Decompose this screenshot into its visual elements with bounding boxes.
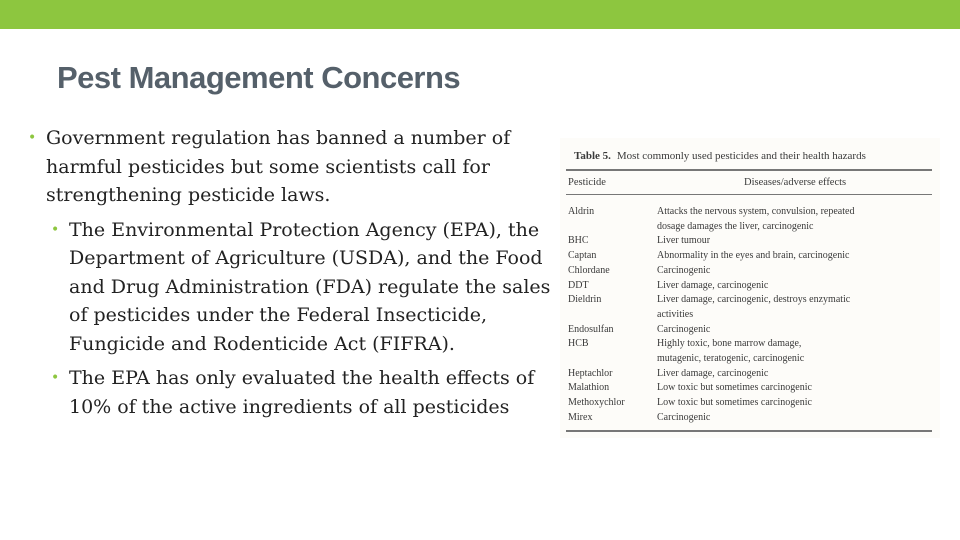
- sub-bullet-item: [28, 364, 568, 421]
- top-accent-bar: [0, 0, 960, 29]
- pesticide-effects: [657, 293, 925, 322]
- bullet-dot-icon: •: [51, 221, 60, 238]
- effect-line: activities: [657, 308, 694, 320]
- pesticide-name: Chlordane: [568, 264, 610, 276]
- effect-line: Carcinogenic: [657, 264, 711, 276]
- pesticide-name: Heptachlor: [568, 367, 613, 379]
- effect-line: dosage damages the liver, carcinogenic: [657, 220, 814, 232]
- bullet-text: The Environmental Protection Agency (EPA), the Department of Agriculture (USDA), and the Food and Drug Administration (FDA) regulate the sales of pesticides under the Federal Insecticide, Fungicide and Rodenticide Act (FIFRA).: [69, 218, 551, 355]
- pesticide-effects: [657, 205, 925, 234]
- slide-title: Pest Management Concerns: [57, 60, 461, 95]
- pesticide-effects: [657, 323, 925, 338]
- pesticide-name: Dieldrin: [568, 294, 602, 306]
- pesticide-effects: [657, 279, 925, 294]
- pesticide-name: BHC: [568, 235, 589, 247]
- pesticide-name: Captan: [568, 250, 597, 262]
- sub-bullet-item: [28, 216, 568, 359]
- pesticide-name: Mirex: [568, 411, 593, 423]
- pesticide-name: Methoxychlor: [568, 397, 625, 409]
- effect-line: Highly toxic, bone marrow damage,: [657, 338, 802, 350]
- effect-line: Carcinogenic: [657, 323, 711, 335]
- table-caption: [574, 150, 866, 162]
- table-label: Table 5.: [574, 150, 611, 162]
- pesticide-effects: [657, 411, 925, 426]
- effect-line: Low toxic but sometimes carcinogenic: [657, 382, 812, 394]
- effect-line: mutagenic, teratogenic, carcinogenic: [657, 353, 805, 364]
- pesticide-effects: [657, 264, 925, 279]
- table-header-rule: [566, 194, 932, 195]
- column-header-effects: Diseases/adverse effects: [744, 177, 847, 188]
- effect-line: Liver damage, carcinogenic: [657, 367, 769, 379]
- bullet-text: Government regulation has banned a number of harmful pesticides but some scientists call for strengthening pesticide laws.: [46, 127, 511, 206]
- pesticide-name: Malathion: [568, 382, 610, 394]
- bullet-item: [28, 124, 568, 210]
- effect-line: Low toxic but sometimes carcinogenic: [657, 397, 812, 409]
- effect-line: Liver damage, carcinogenic: [657, 279, 769, 291]
- table-caption-text: Most commonly used pesticides and their health hazards: [616, 150, 866, 162]
- pesticide-effects: [657, 249, 925, 264]
- bullet-list: [28, 124, 568, 421]
- effect-line: Attacks the nervous system, convulsion, repeated: [657, 206, 855, 217]
- pesticide-name: DDT: [568, 279, 589, 291]
- bullet-text: The EPA has only evaluated the health effects of 10% of the active ingredients of all pesticides: [69, 367, 535, 418]
- column-header-pesticide: Pesticide: [568, 177, 606, 188]
- pesticide-effects: [657, 367, 925, 382]
- pesticide-effects: [657, 381, 925, 396]
- effect-line: Liver damage, carcinogenic, destroys enzymatic: [657, 294, 851, 306]
- pesticide-name: HCB: [568, 338, 589, 350]
- pesticide-name: Endosulfan: [568, 323, 614, 335]
- table-top-rule: [566, 169, 932, 171]
- pesticide-effects: [657, 337, 925, 366]
- pesticide-table-image: [560, 138, 940, 438]
- effect-line: Abnormality in the eyes and brain, carcinogenic: [657, 250, 850, 262]
- effect-line: Liver tumour: [657, 235, 711, 247]
- bullet-dot-icon: •: [28, 130, 37, 146]
- bullet-dot-icon: •: [51, 370, 60, 386]
- pesticide-effects: [657, 234, 925, 249]
- pesticide-effects: [657, 396, 925, 411]
- table-bottom-rule: [566, 430, 932, 432]
- effect-line: Carcinogenic: [657, 411, 711, 423]
- pesticide-name: Aldrin: [568, 206, 595, 217]
